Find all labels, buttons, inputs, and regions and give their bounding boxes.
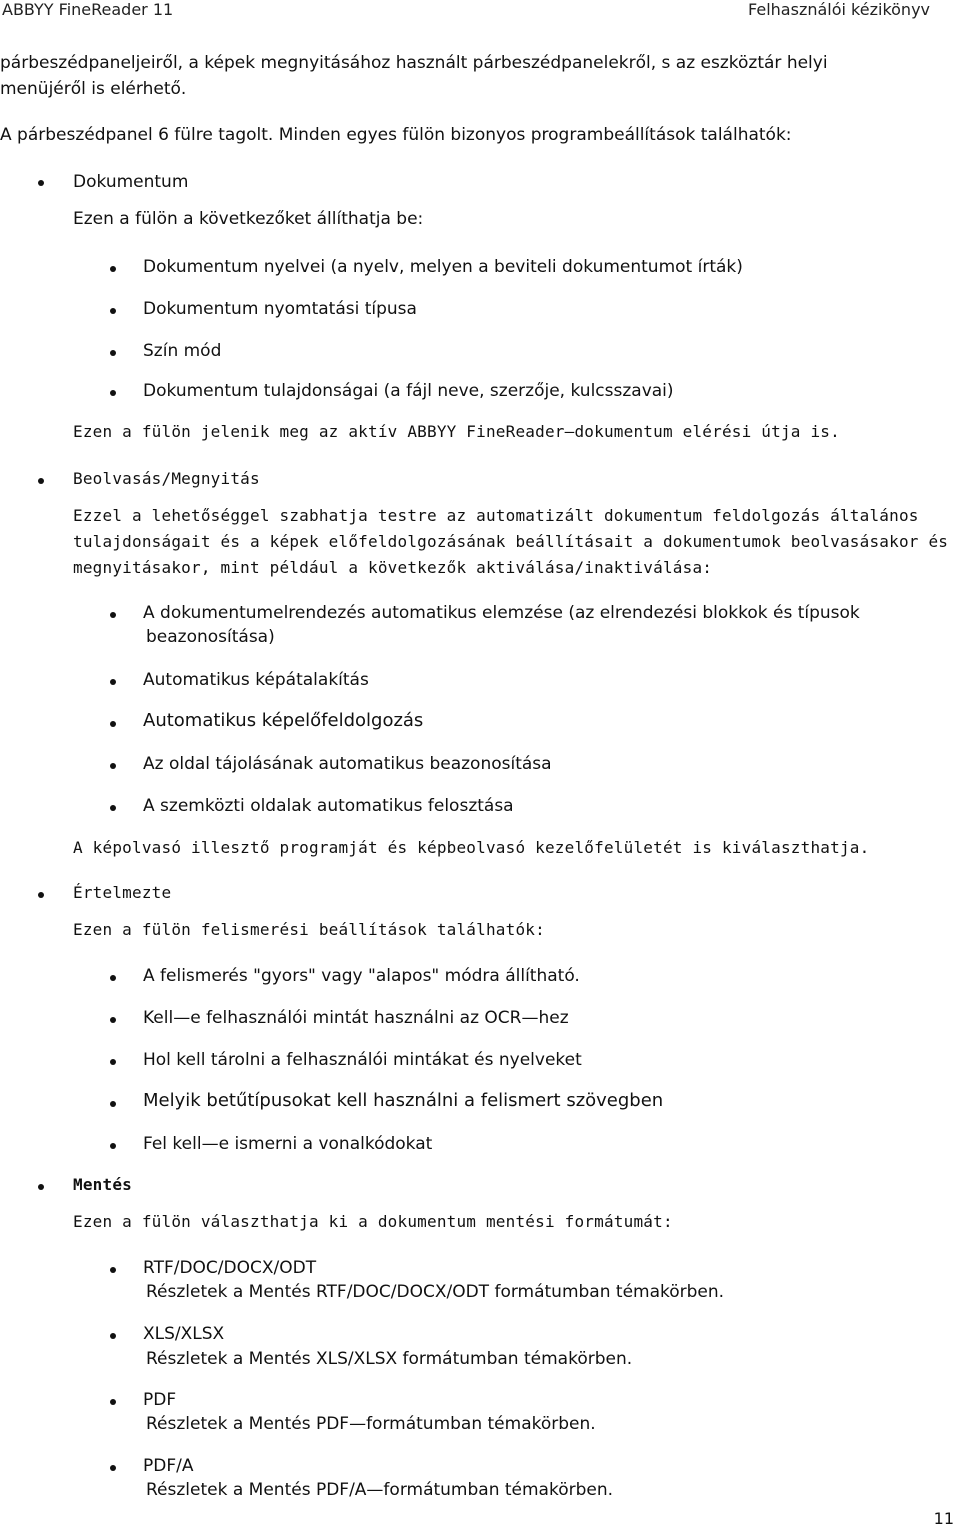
format-label: PDF [143, 1390, 177, 1410]
list-item: Dokumentum tulajdonságai (a fájl neve, szerzője, kulcsszavai) [143, 381, 674, 401]
list-item: Hol kell tárolni a felhasználói mintákat és nyelveket [143, 1050, 582, 1070]
list-item: Az oldal tájolásának automatikus beazonosítása [143, 754, 552, 774]
format-label: XLS/XLSX [143, 1324, 225, 1344]
bullet-icon [110, 1143, 116, 1149]
section-intro-mentes: Ezen a fülön választhatja ki a dokumentum mentési formátumát: [73, 1212, 673, 1231]
section-outro-beolvasas: A képolvasó illesztő programját és képbeolvasó kezelőfelületét is kiválaszthatja. [73, 838, 870, 857]
intro-line-3: A párbeszédpanel 6 fülre tagolt. Minden egyes fülön bizonyos programbeállítások találhatók: [0, 125, 792, 145]
intro-line-2: menüjéről is elérhető. [0, 79, 187, 99]
section-outro-dokumentum: Ezen a fülön jelenik meg az aktív ABBYY FineReader—dokumentum elérési útja is. [73, 422, 840, 441]
bullet-icon [110, 266, 116, 272]
section-title-dokumentum: Dokumentum [73, 172, 189, 192]
format-label: RTF/DOC/DOCX/ODT [143, 1258, 317, 1278]
list-item: Automatikus képátalakítás [143, 670, 369, 690]
bullet-icon [110, 1465, 116, 1471]
section-intro-ertelmezte: Ezen a fülön felismerési beállítások találhatók: [73, 920, 545, 939]
list-item: Melyik betűtípusokat kell használni a felismert szövegben [143, 1090, 664, 1111]
list-item: Dokumentum nyelvei (a nyelv, melyen a beviteli dokumentumot írták) [143, 257, 743, 277]
format-detail: Részletek a Mentés XLS/XLSX formátumban témakörben. [146, 1349, 633, 1369]
bullet-icon [110, 721, 116, 727]
page-number: 11 [933, 1509, 954, 1528]
list-item: Kell—e felhasználói mintát használni az OCR—hez [143, 1008, 569, 1028]
format-label: PDF/A [143, 1456, 194, 1476]
running-header-subtitle: Felhasználói kézikönyv [748, 0, 930, 19]
list-item: Automatikus képelőfeldolgozás [143, 710, 424, 731]
bullet-icon [110, 679, 116, 685]
list-item: Fel kell—e ismerni a vonalkódokat [143, 1134, 433, 1154]
list-item: A felismerés "gyors" vagy "alapos" módra állítható. [143, 966, 580, 986]
bullet-icon [110, 805, 116, 811]
list-item: A szemközti oldalak automatikus felosztása [143, 796, 514, 816]
bullet-icon [110, 612, 116, 618]
section-intro-line: tulajdonságait és a képek előfeldolgozásának beállításait a dokumentumok beolvasásakor és [73, 532, 949, 551]
format-detail: Részletek a Mentés PDF—formátumban témakörben. [146, 1414, 596, 1434]
bullet-icon [110, 1101, 116, 1107]
bullet-icon [110, 1333, 116, 1339]
bullet-icon [110, 350, 116, 356]
bullet-icon [110, 1399, 116, 1405]
bullet-icon [38, 180, 44, 186]
bullet-icon [110, 763, 116, 769]
format-detail: Részletek a Mentés RTF/DOC/DOCX/ODT formátumban témakörben. [146, 1282, 725, 1302]
bullet-icon [38, 478, 44, 484]
list-item-continuation: beazonosítása) [146, 627, 275, 647]
list-item: Szín mód [143, 341, 222, 361]
bullet-icon [110, 1017, 116, 1023]
running-header-title: ABBYY FineReader 11 [2, 0, 174, 19]
section-intro-line: megnyitásakor, mint például a következők aktiválása/inaktiválása: [73, 558, 713, 577]
section-intro-line: Ezzel a lehetőséggel szabhatja testre az automatizált dokumentum feldolgozás általános [73, 506, 919, 525]
list-item: A dokumentumelrendezés automatikus elemzése (az elrendezési blokkok és típusok [143, 603, 860, 623]
section-title-ertelmezte: Értelmezte [73, 883, 172, 902]
bullet-icon [110, 1059, 116, 1065]
bullet-icon [110, 975, 116, 981]
intro-line-1: párbeszédpaneljeiről, a képek megnyitásához használt párbeszédpanelekről, s az eszköztár helyi [0, 53, 828, 73]
section-intro-dokumentum: Ezen a fülön a következőket állíthatja be: [73, 209, 424, 229]
section-title-mentes: Mentés [73, 1175, 132, 1194]
bullet-icon [110, 308, 116, 314]
list-item: Dokumentum nyomtatási típusa [143, 299, 417, 319]
bullet-icon [110, 390, 116, 396]
bullet-icon [110, 1267, 116, 1273]
bullet-icon [38, 1184, 44, 1190]
section-title-beolvasas: Beolvasás/Megnyitás [73, 469, 260, 488]
bullet-icon [38, 892, 44, 898]
format-detail: Részletek a Mentés PDF/A—formátumban témakörben. [146, 1480, 614, 1500]
